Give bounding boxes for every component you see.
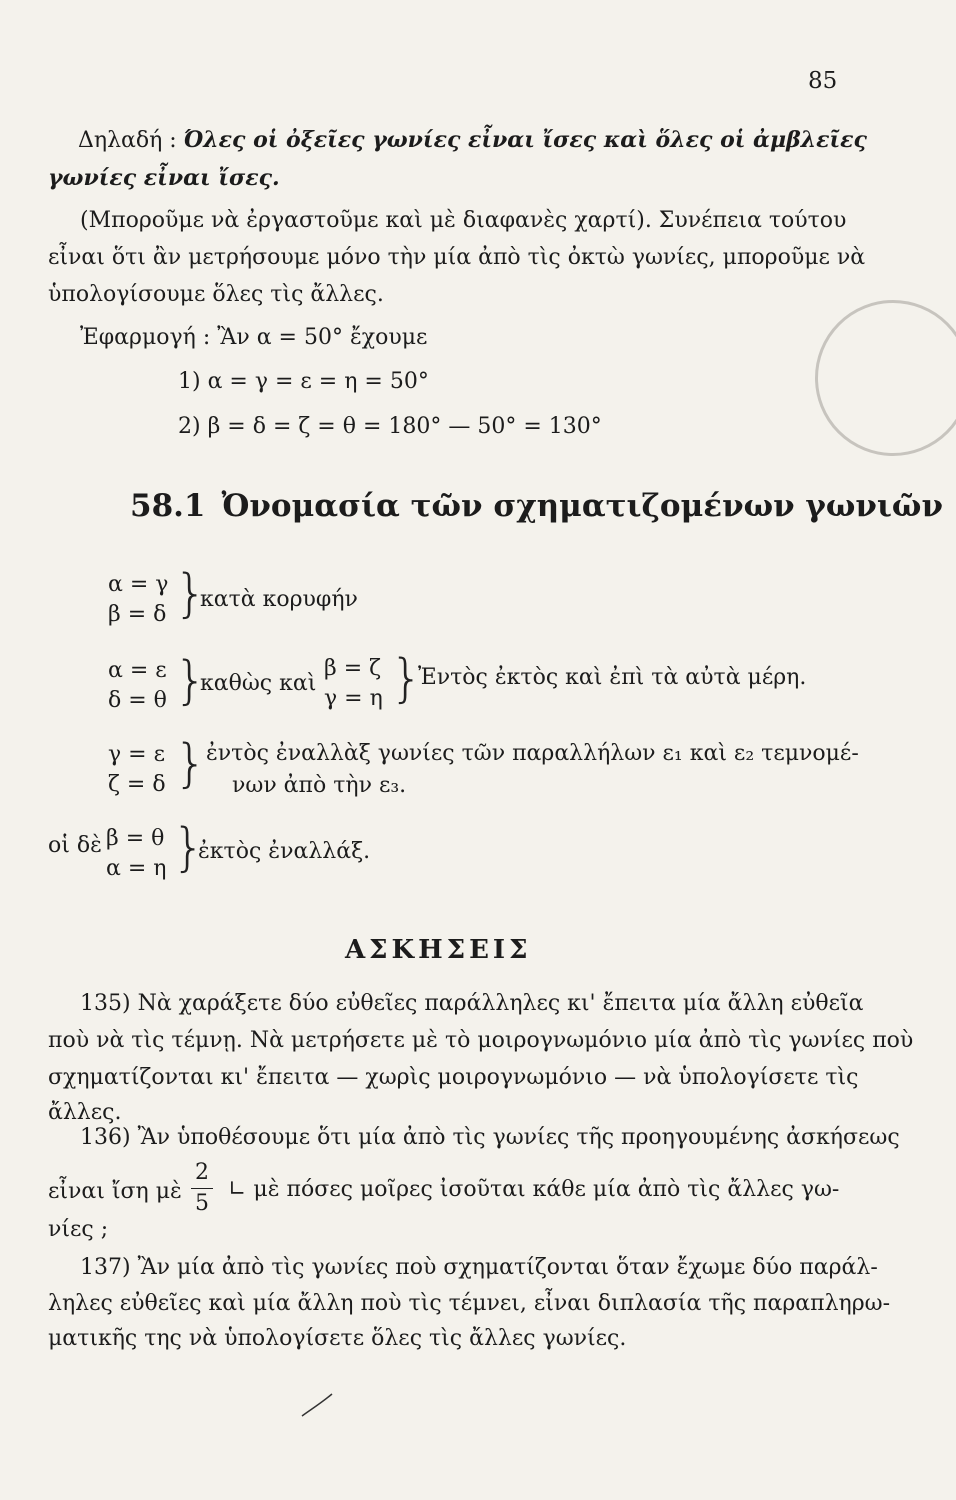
exercise-136-line-3: νίες ; xyxy=(48,1217,109,1242)
application-line-2: 1) α = γ = ε = η = 50° xyxy=(178,369,429,394)
group-3-eq-b: ζ = δ xyxy=(108,772,166,797)
group-2-eq-b: δ = θ xyxy=(108,688,167,713)
fraction-denominator: 5 xyxy=(195,1191,209,1216)
group-1-equations xyxy=(108,570,168,630)
exercise-136-fraction xyxy=(188,1160,216,1217)
group-2-eq-a: α = ε xyxy=(108,658,167,683)
group-4-equations xyxy=(106,824,166,884)
application-line-3: 2) β = δ = ζ = θ = 180° — 50° = 130° xyxy=(178,414,602,439)
paragraph-line-1: (Μποροῦμε νὰ ἐργαστοῦμε καὶ μὲ διαφανὲς χαρτί). Συνέπεια τούτου xyxy=(80,208,847,233)
page-number: 85 xyxy=(808,68,838,94)
group-2-brace-right: } xyxy=(390,649,424,709)
intro-line-1 xyxy=(78,126,867,155)
intro-line-2: γωνίες εἶναι ἴσες. xyxy=(48,165,280,191)
section-title: Ὀνομασία τῶν σχηματιζομένων γωνιῶν xyxy=(221,488,943,524)
exercise-137-line-1: 137) Ἂν μία ἀπὸ τὶς γωνίες ποὺ σχηματίζονται ὅταν ἔχωμε δύο παράλ- xyxy=(80,1255,878,1280)
group-1-label: κατὰ κορυφήν xyxy=(200,587,358,612)
group-3-label-2: νων ἀπὸ τὴν ε₃. xyxy=(232,773,407,798)
group-4-label: ἐκτὸς ἐναλλάξ. xyxy=(198,839,371,864)
application-line-1: Ἐφαρμογή : Ἂν α = 50° ἔχουμε xyxy=(80,325,428,350)
group-2-eq-d: γ = η xyxy=(324,686,383,711)
group-2-equations-left xyxy=(108,656,167,716)
group-3-label-1: ἐντὸς ἐναλλὰξ γωνίες τῶν παραλλήλων ε₁ καὶ ε₂ τεμνομέ- xyxy=(206,741,859,766)
exercise-137-line-2: ληλες εὐθεῖες καὶ μία ἄλλη ποὺ τὶς τέμνει, εἶναι διπλασία τῆς παραπληρω- xyxy=(48,1291,891,1316)
exercise-135-line-4: ἄλλες. xyxy=(48,1100,122,1125)
group-3-eq-a: γ = ε xyxy=(108,742,165,767)
fraction-numerator: 2 xyxy=(195,1160,209,1185)
group-1-brace: } xyxy=(174,564,208,624)
exercise-136-line-2-prefix: εἶναι ἴση μὲ xyxy=(48,1179,182,1204)
fraction-bar xyxy=(191,1188,213,1189)
exercise-135-line-2: ποὺ νὰ τὶς τέμνῃ. Νὰ μετρήσετε μὲ τὸ μοιρογνωμόνιο μία ἀπὸ τὶς γωνίες ποὺ xyxy=(48,1028,914,1053)
section-heading xyxy=(130,488,943,524)
group-2-eq-c: β = ζ xyxy=(324,656,382,681)
pen-mark xyxy=(298,1390,338,1420)
section-number: 58.1 xyxy=(130,488,206,524)
library-stamp xyxy=(815,300,956,456)
exercises-title: ΑΣΚΗΣΕΙΣ xyxy=(345,935,532,965)
group-1-eq-a: α = γ xyxy=(108,572,169,597)
exercise-135-line-3: σχηματίζονται κι' ἔπειτα — χωρὶς μοιρογνωμόνιο — νὰ ὑπολογίσετε τὶς xyxy=(48,1065,859,1090)
group-2-brace-left: } xyxy=(174,651,208,711)
group-3-equations xyxy=(108,740,166,800)
paragraph-line-2: εἶναι ὅτι ἂν μετρήσουμε μόνο τὴν μία ἀπὸ τὶς ὀκτὼ γωνίες, μποροῦμε νὰ xyxy=(48,245,866,270)
group-4-brace: } xyxy=(172,818,206,878)
group-2-middle: καθὼς καὶ xyxy=(200,671,317,696)
group-4-eq-b: α = η xyxy=(106,856,167,881)
exercise-137-line-3: ματικῆς της νὰ ὑπολογίσετε ὅλες τὶς ἄλλες γωνίες. xyxy=(48,1326,627,1351)
exercise-135-line-1: 135) Νὰ χαράξετε δύο εὐθεῖες παράλληλες κι' ἔπειτα μία ἄλλη εὐθεῖα xyxy=(80,991,864,1016)
group-1-eq-b: β = δ xyxy=(108,602,167,627)
group-4-prefix: οἱ δὲ xyxy=(48,833,102,858)
exercise-136-line-1: 136) Ἂν ὑποθέσουμε ὅτι μία ἀπὸ τὶς γωνίες τῆς προηγουμένης ἀσκήσεως xyxy=(80,1125,900,1150)
intro-prefix: Δηλαδή : xyxy=(78,128,177,153)
intro-bold-1: Όλες οἱ ὀξεῖες γωνίες εἶναι ἴσες καὶ ὅλες οἱ ἀμβλεῖες xyxy=(183,127,867,153)
exercise-136-line-2-suffix: ∟ μὲ πόσες μοῖρες ἰσοῦται κάθε μία ἀπὸ τὶς ἄλλες γω- xyxy=(228,1177,840,1202)
paragraph-line-3: ὑπολογίσουμε ὅλες τὶς ἄλλες. xyxy=(48,282,384,307)
group-3-brace: } xyxy=(174,734,208,794)
group-2-label: Ἐντὸς ἐκτὸς καὶ ἐπὶ τὰ αὐτὰ μέρη. xyxy=(418,665,807,690)
group-2-equations-right xyxy=(324,654,383,714)
group-4-eq-a: β = θ xyxy=(106,826,165,851)
